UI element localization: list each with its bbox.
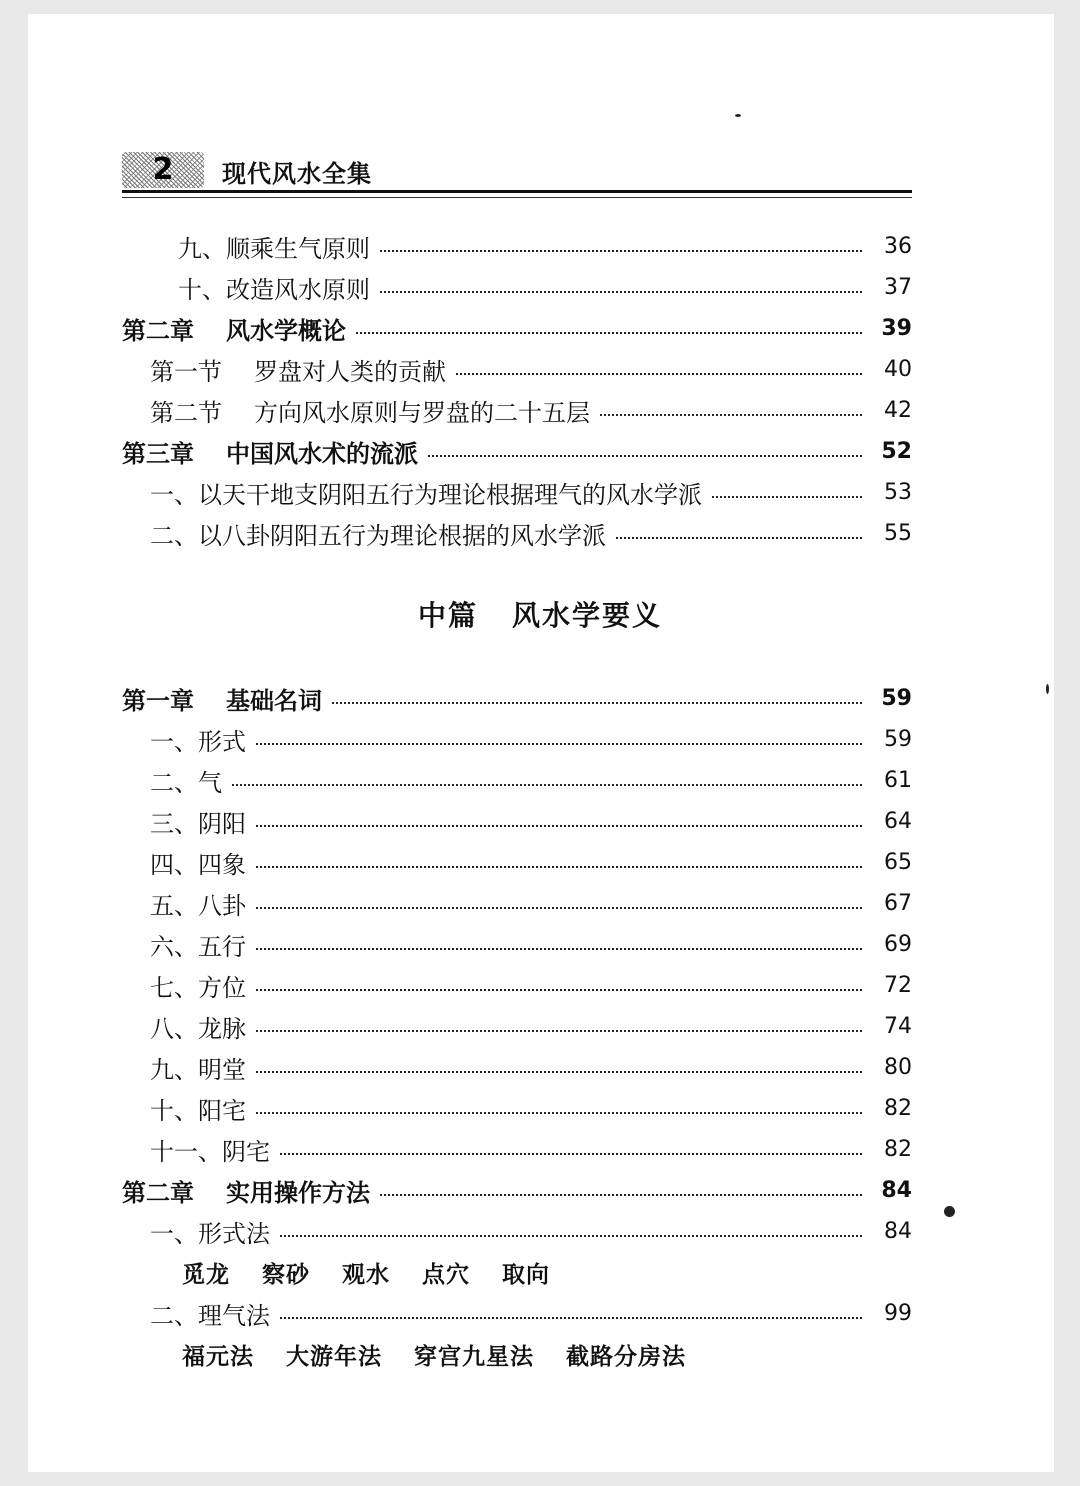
- toc-entry-label: 五、八卦: [150, 892, 246, 920]
- toc-entry-number: 第三章: [122, 440, 194, 468]
- toc-entry-number: 第二章: [122, 1179, 194, 1207]
- dot-leader: [256, 989, 862, 991]
- toc-entry-label: 四、四象: [150, 851, 246, 879]
- header-rule-thin: [122, 197, 912, 198]
- toc-page-number: 40: [884, 357, 912, 382]
- toc-entry[interactable]: [122, 1088, 912, 1129]
- page-number: 2: [152, 152, 174, 187]
- toc-entry[interactable]: [122, 226, 912, 267]
- dot-leader: [600, 414, 862, 416]
- toc-chapter-entry[interactable]: [122, 308, 912, 349]
- toc-entry[interactable]: [122, 513, 912, 554]
- toc-entry-label: 十、阳宅: [150, 1097, 246, 1125]
- part-title: [0, 594, 1080, 634]
- dot-leader: [256, 1112, 862, 1114]
- toc-entry[interactable]: [122, 842, 912, 883]
- book-title: 现代风水全集: [222, 160, 372, 188]
- toc-chapter-entry[interactable]: [122, 678, 912, 719]
- toc-page-number: 80: [884, 1055, 912, 1080]
- toc-entry-label: 九、明堂: [150, 1056, 246, 1084]
- toc-entry-label: 七、方位: [150, 974, 246, 1002]
- dot-leader: [256, 866, 862, 868]
- part-name: 中篇: [417, 599, 478, 632]
- toc-entry-label: [122, 434, 418, 469]
- toc-subitem: 大游年法: [286, 1343, 382, 1370]
- toc-page-number: 82: [884, 1137, 912, 1162]
- toc-page-number: 82: [884, 1096, 912, 1121]
- toc-entry-number: 第二节: [150, 399, 222, 427]
- toc-entry-label: 一、形式: [150, 728, 246, 756]
- toc-entry-label: 六、五行: [150, 933, 246, 961]
- toc-entry-label: [122, 1173, 370, 1208]
- toc-entry[interactable]: [122, 965, 912, 1006]
- toc-page-number: 55: [884, 521, 912, 546]
- toc-page-number: 59: [881, 686, 912, 711]
- dot-leader: [280, 1235, 862, 1237]
- toc-entry[interactable]: [122, 1211, 912, 1252]
- toc-entry[interactable]: [122, 719, 912, 760]
- part-subtitle: 风水学要义: [512, 599, 663, 632]
- toc-subitem: 截路分房法: [566, 1343, 686, 1370]
- toc-page-number: 37: [884, 275, 912, 300]
- toc-entry[interactable]: [122, 760, 912, 801]
- toc-entry-label: [122, 311, 346, 346]
- dot-leader: [456, 373, 862, 375]
- toc-entry[interactable]: [122, 1006, 912, 1047]
- toc-page-number: 67: [884, 891, 912, 916]
- toc-page-number: 65: [884, 850, 912, 875]
- toc-entry-label: [150, 393, 590, 428]
- toc-entry[interactable]: [122, 390, 912, 431]
- dot-leader: [256, 743, 862, 745]
- toc-subitem: 穿宫九星法: [414, 1343, 534, 1370]
- toc-entry-label: 八、龙脉: [150, 1015, 246, 1043]
- toc-page-number: 64: [884, 809, 912, 834]
- toc-entry-label: [122, 681, 322, 716]
- dot-leader: [616, 537, 862, 539]
- dot-leader: [712, 496, 862, 498]
- toc-entry[interactable]: [122, 1129, 912, 1170]
- scan-speck: [735, 114, 741, 117]
- toc-section-top: [122, 226, 912, 554]
- toc-subitems: [122, 1334, 912, 1375]
- toc-entry[interactable]: [122, 472, 912, 513]
- dot-leader: [280, 1153, 862, 1155]
- toc-entry-label: 二、理气法: [150, 1302, 270, 1330]
- toc-entry-label: 十一、阴宅: [150, 1138, 270, 1166]
- header-rule-thick: [122, 190, 912, 193]
- toc-subitem: 觅龙: [182, 1261, 230, 1288]
- toc-subitem: 察砂: [262, 1261, 310, 1288]
- toc-entry[interactable]: [122, 801, 912, 842]
- dot-leader: [256, 948, 862, 950]
- toc-entry-title: 基础名词: [226, 687, 322, 715]
- toc-page-number: 69: [884, 932, 912, 957]
- dot-leader: [256, 1030, 862, 1032]
- dot-leader: [380, 1194, 862, 1196]
- toc-page-number: 42: [884, 398, 912, 423]
- toc-entry-title: 罗盘对人类的贡献: [254, 358, 446, 386]
- dot-leader: [256, 1071, 862, 1073]
- toc-entry[interactable]: [122, 349, 912, 390]
- dot-leader: [356, 332, 862, 334]
- dot-leader: [256, 825, 862, 827]
- toc-entry-label: 一、形式法: [150, 1220, 270, 1248]
- scan-speck: [944, 1206, 955, 1217]
- toc-entry-number: 第一章: [122, 687, 194, 715]
- toc-subitem: 福元法: [182, 1343, 254, 1370]
- toc-section-bottom: [122, 678, 912, 1375]
- toc-entry[interactable]: [122, 267, 912, 308]
- toc-entry[interactable]: [122, 883, 912, 924]
- toc-entry-label: 三、阴阳: [150, 810, 246, 838]
- toc-chapter-entry[interactable]: [122, 431, 912, 472]
- toc-page-number: 84: [881, 1178, 912, 1203]
- scan-speck: [1046, 684, 1049, 694]
- toc-entry-number: 第一节: [150, 358, 222, 386]
- toc-subitem: 观水: [342, 1261, 390, 1288]
- toc-entry-label: 二、气: [150, 769, 222, 797]
- toc-page-number: 99: [884, 1301, 912, 1326]
- toc-entry[interactable]: [122, 1293, 912, 1334]
- toc-subitem: 取向: [502, 1261, 550, 1288]
- page-number-emblem: [122, 152, 204, 188]
- toc-entry[interactable]: [122, 924, 912, 965]
- toc-page-number: 72: [884, 973, 912, 998]
- toc-entry-title: 中国风水术的流派: [226, 440, 418, 468]
- dot-leader: [280, 1317, 862, 1319]
- toc-page-number: 74: [884, 1014, 912, 1039]
- toc-subitem: 点穴: [422, 1261, 470, 1288]
- toc-entry-title: 实用操作方法: [226, 1179, 370, 1207]
- toc-entry-label: 九、顺乘生气原则: [178, 235, 370, 263]
- toc-page-number: 84: [884, 1219, 912, 1244]
- dot-leader: [380, 250, 862, 252]
- toc-entry-title: 风水学概论: [226, 317, 346, 345]
- toc-page-number: 59: [884, 727, 912, 752]
- dot-leader: [256, 907, 862, 909]
- toc-entry-title: 方向风水原则与罗盘的二十五层: [254, 399, 590, 427]
- dot-leader: [380, 291, 862, 293]
- toc-page-number: 61: [884, 768, 912, 793]
- toc-entry-label: [150, 352, 446, 387]
- toc-entry-label: 二、以八卦阴阳五行为理论根据的风水学派: [150, 522, 606, 550]
- dot-leader: [332, 702, 862, 704]
- toc-subitems: [122, 1252, 912, 1293]
- toc-entry-label: 十、改造风水原则: [178, 276, 370, 304]
- toc-page-number: 39: [881, 316, 912, 341]
- toc-page-number: 53: [884, 480, 912, 505]
- dot-leader: [428, 455, 862, 457]
- toc-page-number: 36: [884, 234, 912, 259]
- toc-chapter-entry[interactable]: [122, 1170, 912, 1211]
- toc-page-number: 52: [881, 439, 912, 464]
- dot-leader: [232, 784, 862, 786]
- toc-entry-label: 一、以天干地支阴阳五行为理论根据理气的风水学派: [150, 481, 702, 509]
- toc-entry[interactable]: [122, 1047, 912, 1088]
- toc-entry-number: 第二章: [122, 317, 194, 345]
